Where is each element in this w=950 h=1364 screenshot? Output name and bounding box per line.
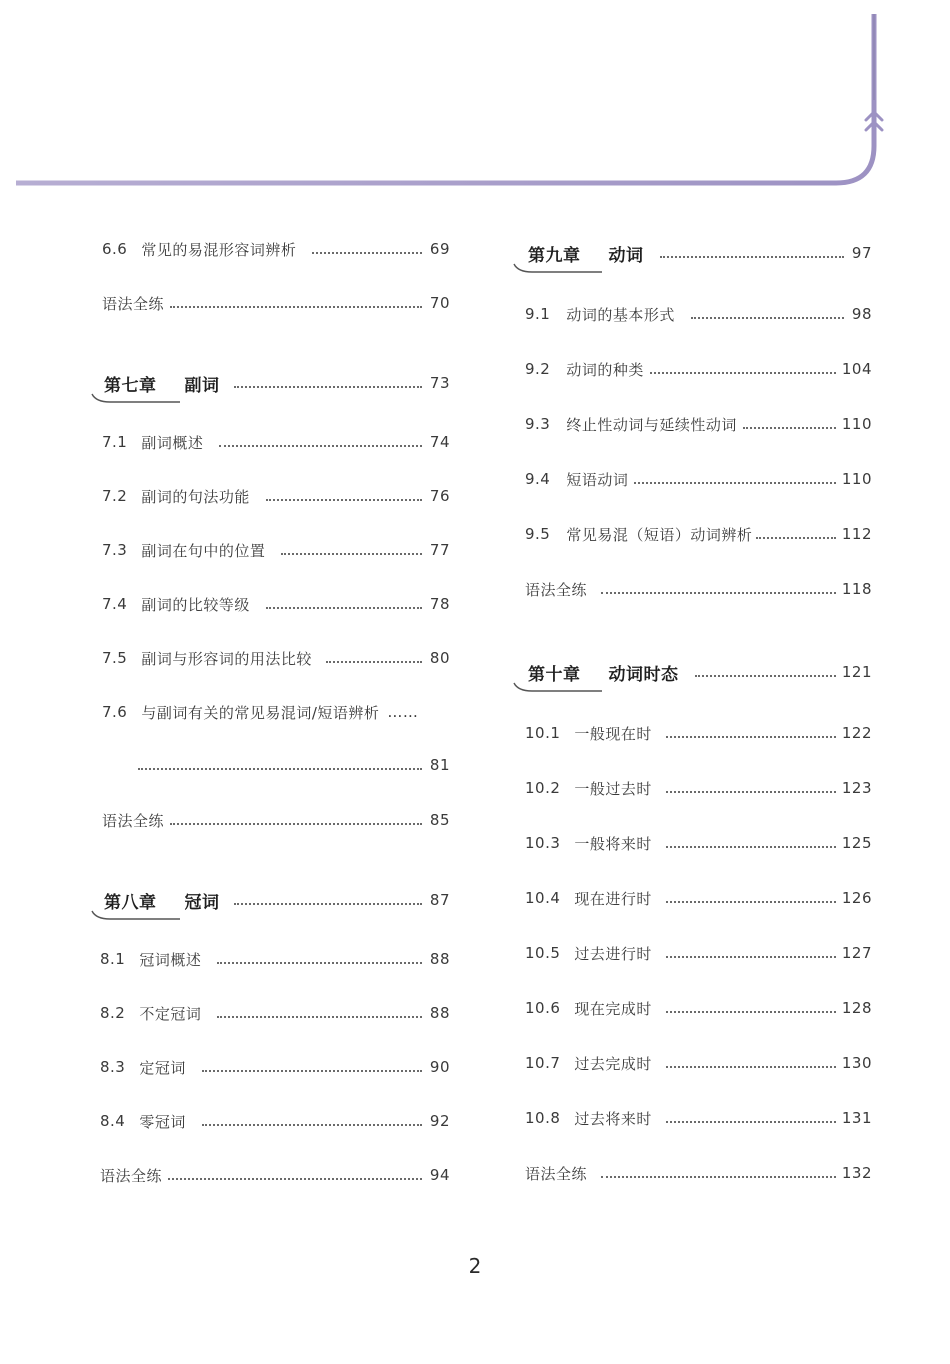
- section-number: 10.1: [525, 724, 561, 742]
- page-ref: 125: [841, 834, 872, 852]
- toc-entry-drill-10[interactable]: [525, 1160, 872, 1186]
- page-ref: 77: [429, 541, 450, 559]
- section-number: 7.3: [102, 541, 128, 559]
- toc-entry-8-3[interactable]: [100, 1054, 450, 1080]
- section-title: 副词的句法功能: [141, 487, 250, 506]
- page-ref: 80: [429, 649, 450, 667]
- toc-entry-7-6-continued[interactable]: [138, 752, 450, 778]
- section-number: 9.2: [525, 360, 551, 378]
- toc-chapter-8[interactable]: [88, 887, 450, 913]
- page-ref: 110: [841, 415, 872, 433]
- section-title: 语法全练: [100, 1166, 163, 1185]
- toc-entry-10-2[interactable]: [525, 775, 872, 801]
- page-number: 2: [468, 1254, 482, 1278]
- page-ref: 98: [851, 305, 872, 323]
- section-title: 副词的比较等级: [141, 595, 250, 614]
- toc-entry-9-5[interactable]: [525, 521, 872, 547]
- toc-chapter-7[interactable]: [88, 370, 450, 396]
- section-title: 副词概述: [141, 433, 204, 452]
- chapter-underline: [512, 262, 604, 276]
- section-title: 零冠词: [139, 1112, 186, 1131]
- page-ref: 88: [429, 1004, 450, 1022]
- chapter-number: 第七章: [104, 375, 157, 396]
- section-number: 10.3: [525, 834, 561, 852]
- dot-leader: [202, 1124, 422, 1126]
- header-rule: [16, 14, 874, 183]
- toc-entry-9-4[interactable]: [525, 466, 872, 492]
- toc-entry-drill-8[interactable]: [100, 1162, 450, 1188]
- page-ref: 118: [841, 580, 872, 598]
- toc-entry-9-1[interactable]: [525, 301, 872, 327]
- toc-entry-10-3[interactable]: [525, 830, 872, 856]
- section-number: 10.2: [525, 779, 561, 797]
- section-title: 现在进行时: [574, 889, 652, 908]
- dot-leader: [756, 537, 835, 539]
- section-title: 一般过去时: [574, 779, 652, 798]
- page-ref: 81: [429, 756, 450, 774]
- dot-leader: [666, 956, 836, 958]
- section-title: 语法全练: [525, 580, 588, 599]
- chapter-underline: [512, 681, 604, 695]
- toc-entry-10-1[interactable]: [525, 720, 872, 746]
- page-ref: 78: [429, 595, 450, 613]
- dot-leader: [217, 962, 422, 964]
- page-ref: 76: [429, 487, 450, 505]
- chapter-number: 第九章: [528, 245, 581, 266]
- page-ref: 87: [429, 891, 450, 909]
- toc-entry-7-5[interactable]: [102, 645, 450, 671]
- page-ref: 90: [429, 1058, 450, 1076]
- toc-chapter-9[interactable]: [510, 240, 872, 266]
- page-ref: 104: [841, 360, 872, 378]
- dot-leader: [138, 768, 422, 770]
- dot-leader: [634, 482, 835, 484]
- chapter-number: 第十章: [528, 664, 581, 685]
- page-ref: 123: [841, 779, 872, 797]
- page-ref: 85: [429, 811, 450, 829]
- dot-leader: [666, 1011, 836, 1013]
- page-ref: 127: [841, 944, 872, 962]
- toc-entry-drill-9[interactable]: [525, 576, 872, 602]
- page-ref: 126: [841, 889, 872, 907]
- dot-leader: [666, 846, 836, 848]
- section-title: 动词的种类: [566, 360, 644, 379]
- section-number: 8.3: [100, 1058, 126, 1076]
- page-ref: 132: [841, 1164, 872, 1182]
- dot-leader: [266, 499, 422, 501]
- toc-entry-8-1[interactable]: [100, 946, 450, 972]
- dot-leader: [666, 1066, 836, 1068]
- section-number: 7.1: [102, 433, 128, 451]
- section-title: 与副词有关的常见易混词/短语辨析: [141, 703, 380, 722]
- page-ref: 88: [429, 950, 450, 968]
- page-ref: 73: [429, 374, 450, 392]
- section-number: 6.6: [102, 240, 128, 258]
- chapter-title: 动词: [608, 245, 644, 266]
- dot-leader: [695, 675, 836, 677]
- section-title: 不定冠词: [139, 1004, 202, 1023]
- page-ref: 97: [851, 244, 872, 262]
- section-number: 9.3: [525, 415, 551, 433]
- section-title: 语法全练: [525, 1164, 588, 1183]
- section-title: 过去完成时: [574, 1054, 652, 1073]
- section-number: 9.5: [525, 525, 551, 543]
- toc-chapter-10[interactable]: [510, 659, 872, 685]
- section-title: 现在完成时: [574, 999, 652, 1018]
- toc-entry-10-6[interactable]: [525, 995, 872, 1021]
- dot-leader: [168, 1178, 422, 1180]
- page-ref: 69: [429, 240, 450, 258]
- dot-leader: [660, 256, 845, 258]
- page-ref: 112: [841, 525, 872, 543]
- dot-leader: [170, 306, 422, 308]
- section-number: 7.4: [102, 595, 128, 613]
- dot-leader: [202, 1070, 422, 1072]
- chapter-underline: [90, 392, 182, 406]
- chapter-title: 动词时态: [608, 664, 679, 685]
- toc-entry-10-8[interactable]: [525, 1105, 872, 1131]
- toc-entry-9-2[interactable]: [525, 356, 872, 382]
- section-number: 9.1: [525, 305, 551, 323]
- toc-entry-8-4[interactable]: [100, 1108, 450, 1134]
- section-title: 语法全练: [102, 294, 165, 313]
- section-title: 过去将来时: [574, 1109, 652, 1128]
- ellipsis: ……: [387, 703, 419, 721]
- dot-leader: [234, 386, 423, 388]
- page-ref: 110: [841, 470, 872, 488]
- toc-entry-10-5[interactable]: [525, 940, 872, 966]
- toc-entry-10-7[interactable]: [525, 1050, 872, 1076]
- dot-leader: [601, 1176, 836, 1178]
- toc-entry-6-6[interactable]: [102, 236, 450, 262]
- chapter-title: 副词: [184, 375, 220, 396]
- section-number: 9.4: [525, 470, 551, 488]
- section-title: 一般现在时: [574, 724, 652, 743]
- toc-entry-drill-7[interactable]: [102, 807, 450, 833]
- toc-entry-7-3[interactable]: [102, 537, 450, 563]
- section-title: 常见的易混形容词辨析: [141, 240, 297, 259]
- section-number: 10.4: [525, 889, 561, 907]
- dot-leader: [743, 427, 836, 429]
- dot-leader: [326, 661, 422, 663]
- toc-entry-10-4[interactable]: [525, 885, 872, 911]
- page-ref: 131: [841, 1109, 872, 1127]
- section-number: 10.7: [525, 1054, 561, 1072]
- page-ref: 121: [841, 663, 872, 681]
- page-ref: 122: [841, 724, 872, 742]
- section-title: 常见易混（短语）动词辨析: [566, 525, 753, 544]
- chapter-underline: [90, 909, 182, 923]
- dot-leader: [234, 903, 423, 905]
- section-number: 8.1: [100, 950, 126, 968]
- page-ref: 92: [429, 1112, 450, 1130]
- dot-leader: [281, 553, 422, 555]
- dot-leader: [666, 791, 836, 793]
- section-number: 7.2: [102, 487, 128, 505]
- dot-leader: [601, 592, 836, 594]
- toc-entry-drill-6[interactable]: [102, 290, 450, 316]
- section-title: 动词的基本形式: [566, 305, 675, 324]
- chapter-number: 第八章: [104, 892, 157, 913]
- section-number: 7.5: [102, 649, 128, 667]
- section-title: 终止性动词与延续性动词: [566, 415, 737, 434]
- section-title: 过去进行时: [574, 944, 652, 963]
- chapter-title: 冠词: [184, 892, 220, 913]
- section-title: 副词与形容词的用法比较: [141, 649, 312, 668]
- toc-entry-7-4[interactable]: [102, 591, 450, 617]
- section-title: 短语动词: [566, 470, 629, 489]
- section-number: 10.8: [525, 1109, 561, 1127]
- page-ref: 130: [841, 1054, 872, 1072]
- section-title: 一般将来时: [574, 834, 652, 853]
- section-title: 定冠词: [139, 1058, 186, 1077]
- dot-leader: [170, 823, 422, 825]
- page-ref: 70: [429, 294, 450, 312]
- section-number: 10.5: [525, 944, 561, 962]
- section-number: 8.4: [100, 1112, 126, 1130]
- toc-entry-7-1[interactable]: [102, 429, 450, 455]
- dot-leader: [666, 901, 836, 903]
- dot-leader: [219, 445, 422, 447]
- dot-leader: [650, 372, 836, 374]
- dot-leader: [666, 1121, 836, 1123]
- page-ref: 128: [841, 999, 872, 1017]
- page-ref: 74: [429, 433, 450, 451]
- toc-entry-9-3[interactable]: [525, 411, 872, 437]
- section-number: 7.6: [102, 703, 128, 721]
- dot-leader: [217, 1016, 422, 1018]
- section-number: 10.6: [525, 999, 561, 1017]
- toc-entry-8-2[interactable]: [100, 1000, 450, 1026]
- toc-entry-7-6[interactable]: [102, 699, 450, 725]
- dot-leader: [691, 317, 844, 319]
- header-decoration: [0, 0, 950, 200]
- section-title: 冠词概述: [139, 950, 202, 969]
- section-title: 副词在句中的位置: [141, 541, 266, 560]
- section-title: 语法全练: [102, 811, 165, 830]
- page-ref: 94: [429, 1166, 450, 1184]
- toc-entry-7-2[interactable]: [102, 483, 450, 509]
- dot-leader: [312, 252, 422, 254]
- dot-leader: [266, 607, 422, 609]
- dot-leader: [666, 736, 836, 738]
- section-number: 8.2: [100, 1004, 126, 1022]
